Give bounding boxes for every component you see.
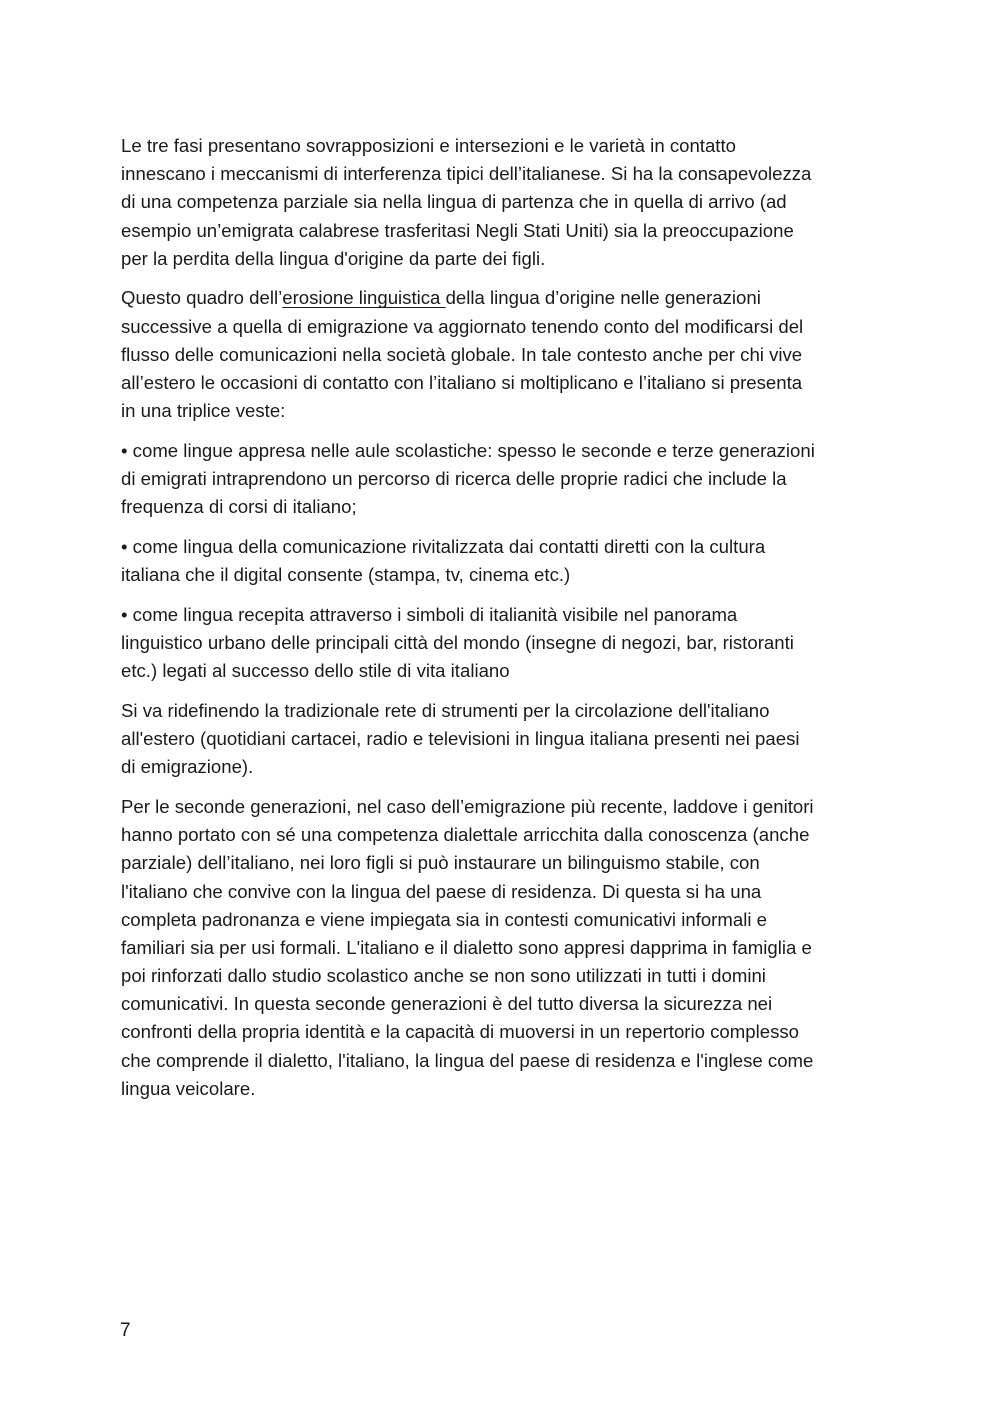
text-line [121,284,883,312]
text-line: innescano i meccanismi di interferenza tipici dell’italianese. Si ha la consapevolezza [121,163,812,185]
text-line: all'estero (quotidiani cartacei, radio e televisioni in lingua italiana presenti nei paesi [121,728,800,750]
text-line: di emigrati intraprendono un percorso di ricerca delle proprie radici che include la [121,468,787,490]
text-line: completa padronanza e viene impiegata sia in contesti comunicativi informali e [121,908,767,930]
paragraph-second-generations [121,793,883,1103]
text-line: confronti della propria identità e la capacità di muoversi in un repertorio complesso [121,1021,799,1043]
text-line: • come lingue appresa nelle aule scolastiche: spesso le seconde e terze generazioni [121,439,815,461]
text-line: all’estero le occasioni di contatto con l’italiano si moltiplicano e l’italiano si presenta [121,372,803,393]
bullet-item-communication-language [121,533,883,589]
text-line: di una competenza parziale sia nella lingua di partenza che in quella di arrivo (ad [121,191,787,213]
text-line: in una triplice veste: [121,400,286,422]
page-number: 7 [120,1320,131,1341]
paragraph-linguistic-erosion [121,284,883,425]
erosione-linguistica-link[interactable]: erosione linguistica [282,287,446,309]
text-line: • come lingua della comunicazione rivitalizzata dai contatti diretti con la cultura [121,535,766,557]
text-line: che comprende il dialetto, l'italiano, la lingua del paese di residenza e l'inglese come [121,1049,814,1071]
text-line: successive a quella di emigrazione va aggiornato tenendo conto del modificarsi del [121,315,804,337]
text-line: etc.) legati al successo dello stile di vita italiano [121,660,510,682]
text-line: Per le seconde generazioni, nel caso dell’emigrazione più recente, laddove i genitori [121,795,814,817]
text-line: familiari sia per usi formali. L'italiano e il dialetto sono appresi dapprima in famiglia e [121,936,812,958]
bullet-item-school-language [121,437,883,522]
bullet-item-urban-symbols [121,601,883,686]
text-line: Si va ridefinendo la tradizionale rete di strumenti per la circolazione dell'italiano [121,699,770,721]
text-line: di emigrazione). [121,756,254,778]
text-line: esempio un’emigrata calabrese trasferitasi Negli Stati Uniti) sia la preoccupazione [121,219,794,241]
text-line: hanno portato con sé una competenza dialettale arricchita dalla conoscenza (anche [121,824,810,846]
text-line: parziale) dell’italiano, nei loro figli si può instaurare un bilinguismo stabile, con [121,852,760,874]
text-line: frequenza di corsi di italiano; [121,496,357,518]
paragraph-circulation-network [121,697,883,782]
text-line: per la perdita della lingua d'origine da parte dei figli. [121,247,546,269]
paragraph-three-phases [121,132,883,273]
text-line: italiana che il digital consente (stampa, tv, cinema etc.) [121,564,571,586]
text-fragment: della lingua d’origine nelle generazioni [445,287,761,309]
document-body [121,132,883,1115]
text-line: lingua veicolare. [121,1077,256,1099]
text-fragment: Questo quadro dell’ [121,287,283,309]
text-line: comunicativi. In questa seconde generazioni è del tutto diversa la sicurezza nei [121,993,773,1015]
text-line: flusso delle comunicazioni nella società globale. In tale contesto anche per chi vive [121,343,803,365]
text-line: poi rinforzati dallo studio scolastico anche se non sono utilizzati in tutti i domini [121,965,766,987]
text-line: • come lingua recepita attraverso i simboli di italianità visibile nel panorama [121,603,738,625]
text-line: linguistico urbano delle principali città del mondo (insegne di negozi, bar, ristoranti [121,632,794,653]
text-line: Le tre fasi presentano sovrapposizioni e intersezioni e le varietà in contatto [121,135,736,156]
text-line: l'italiano che convive con la lingua del paese di residenza. Di questa si ha una [121,880,762,902]
